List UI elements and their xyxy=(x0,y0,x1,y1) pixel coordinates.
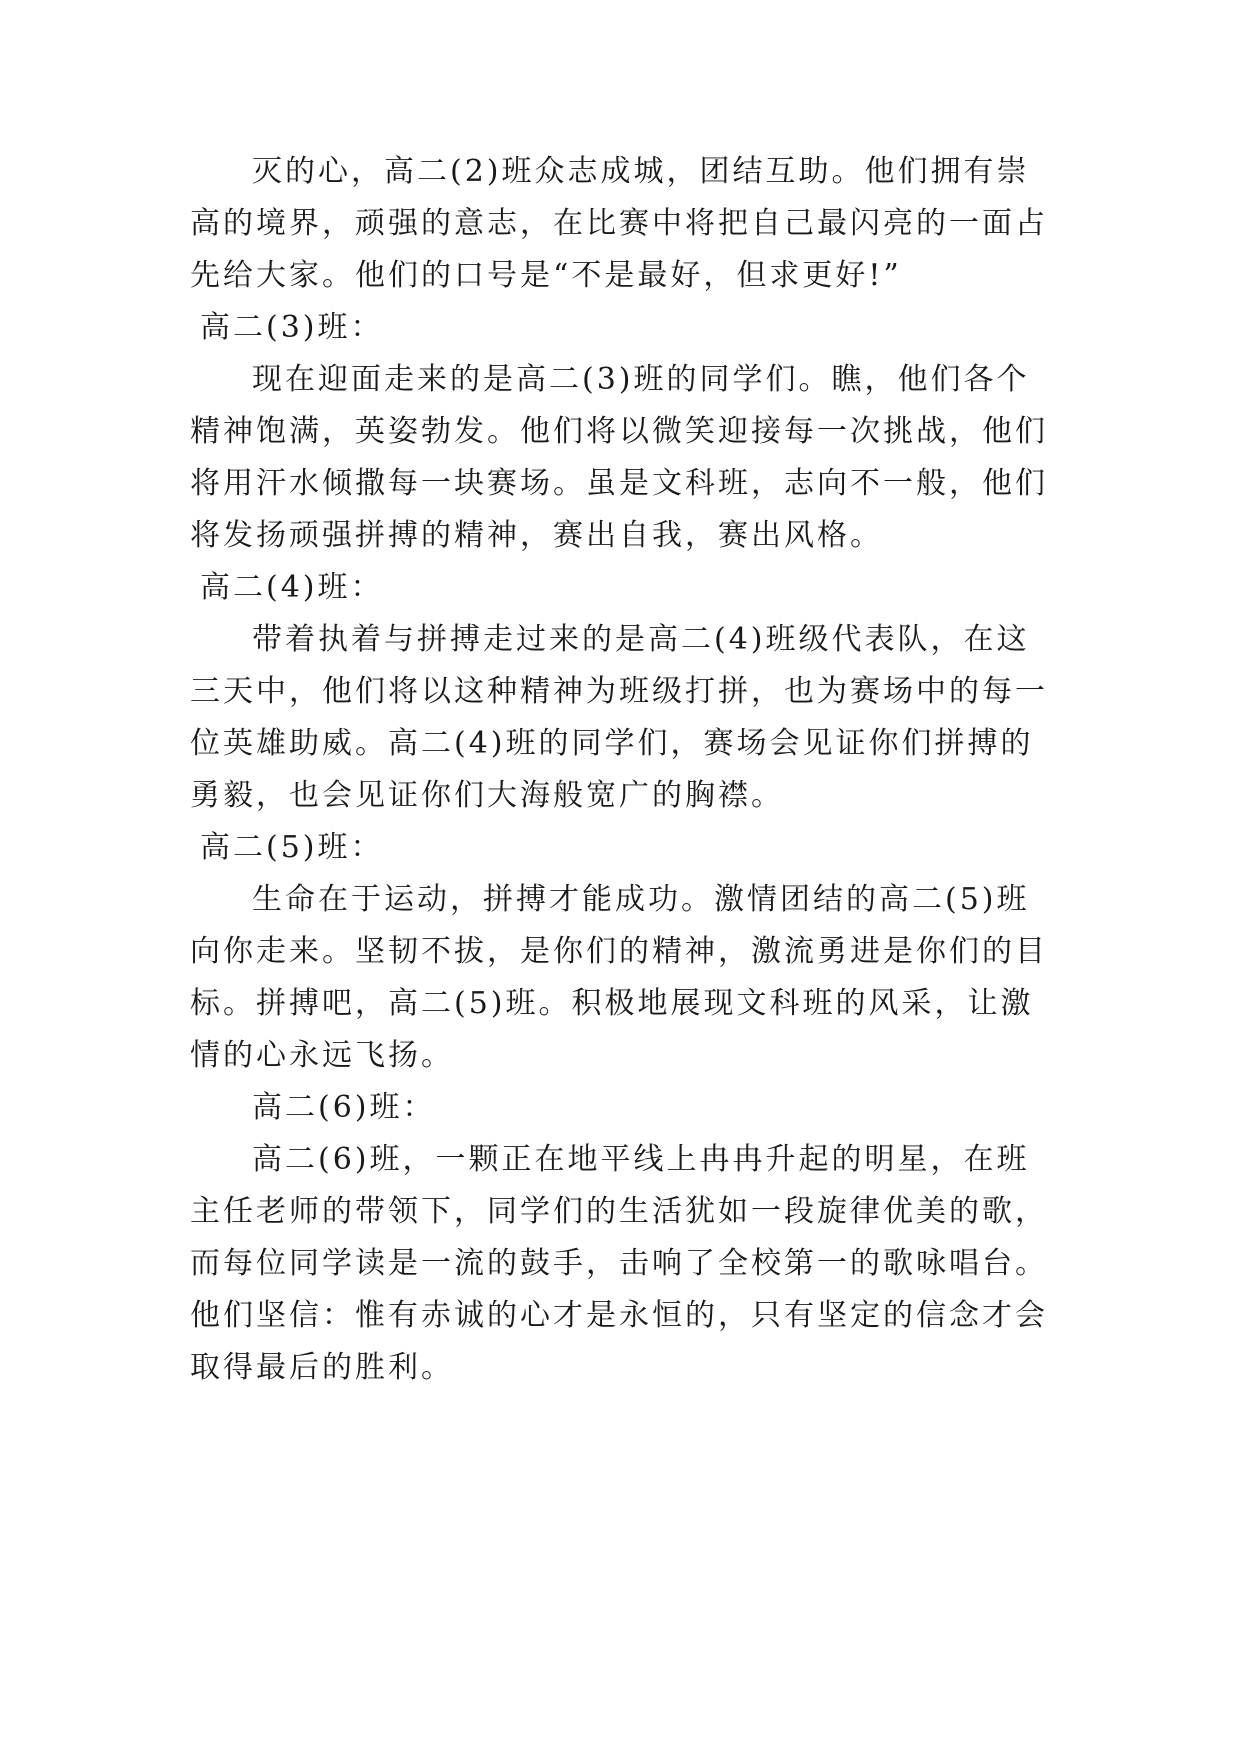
section-heading: 高二(5)班： xyxy=(200,830,384,865)
text-line: 位英雄助威。高二(4)班的同学们，赛场会见证你们拼搏的 xyxy=(190,726,1034,761)
text-line: 三天中，他们将以这种精神为班级打拼，也为赛场中的每一 xyxy=(190,674,1048,709)
text-line: 向你走来。坚韧不拔，是你们的精神，激流勇进是你们的目 xyxy=(190,934,1048,969)
text-line: 勇毅，也会见证你们大海般宽广的胸襟。 xyxy=(190,778,784,813)
text-line: 将发扬顽强拼搏的精神，赛出自我，赛出风格。 xyxy=(190,518,883,553)
text-line: 带着执着与拼搏走过来的是高二(4)班级代表队，在这 xyxy=(252,622,1030,657)
text-line: 灭的心，高二(2)班众志成城，团结互助。他们拥有崇 xyxy=(252,154,1030,189)
text-line: 将用汗水倾撒每一块赛场。虽是文科班，志向不一般，他们 xyxy=(190,466,1048,501)
text-line: 而每位同学读是一流的鼓手，击响了全校第一的歌咏唱台。 xyxy=(190,1246,1048,1281)
text-line: 先给大家。他们的口号是“不是最好，但求更好!” xyxy=(190,258,902,293)
text-line: 生命在于运动，拼搏才能成功。激情团结的高二(5)班 xyxy=(252,882,1030,917)
section-heading: 高二(6)班： xyxy=(252,1090,436,1125)
text-line: 现在迎面走来的是高二(3)班的同学们。瞧，他们各个 xyxy=(252,362,1030,397)
text-line: 取得最后的胜利。 xyxy=(190,1350,454,1385)
text-line: 高的境界，顽强的意志，在比赛中将把自己最闪亮的一面占 xyxy=(190,206,1048,241)
text-line: 主任老师的带领下，同学们的生活犹如一段旋律优美的歌， xyxy=(190,1194,1048,1229)
section-heading: 高二(4)班： xyxy=(200,570,384,605)
text-line: 精神饱满，英姿勃发。他们将以微笑迎接每一次挑战，他们 xyxy=(190,414,1048,449)
section-heading: 高二(3)班： xyxy=(200,310,384,345)
text-line: 标。拼搏吧，高二(5)班。积极地展现文科班的风采，让激 xyxy=(190,986,1034,1021)
text-line: 情的心永远飞扬。 xyxy=(190,1038,454,1073)
text-line: 高二(6)班，一颗正在地平线上冉冉升起的明星，在班 xyxy=(252,1142,1030,1177)
text-line: 他们坚信：惟有赤诚的心才是永恒的，只有坚定的信念才会 xyxy=(190,1298,1048,1333)
